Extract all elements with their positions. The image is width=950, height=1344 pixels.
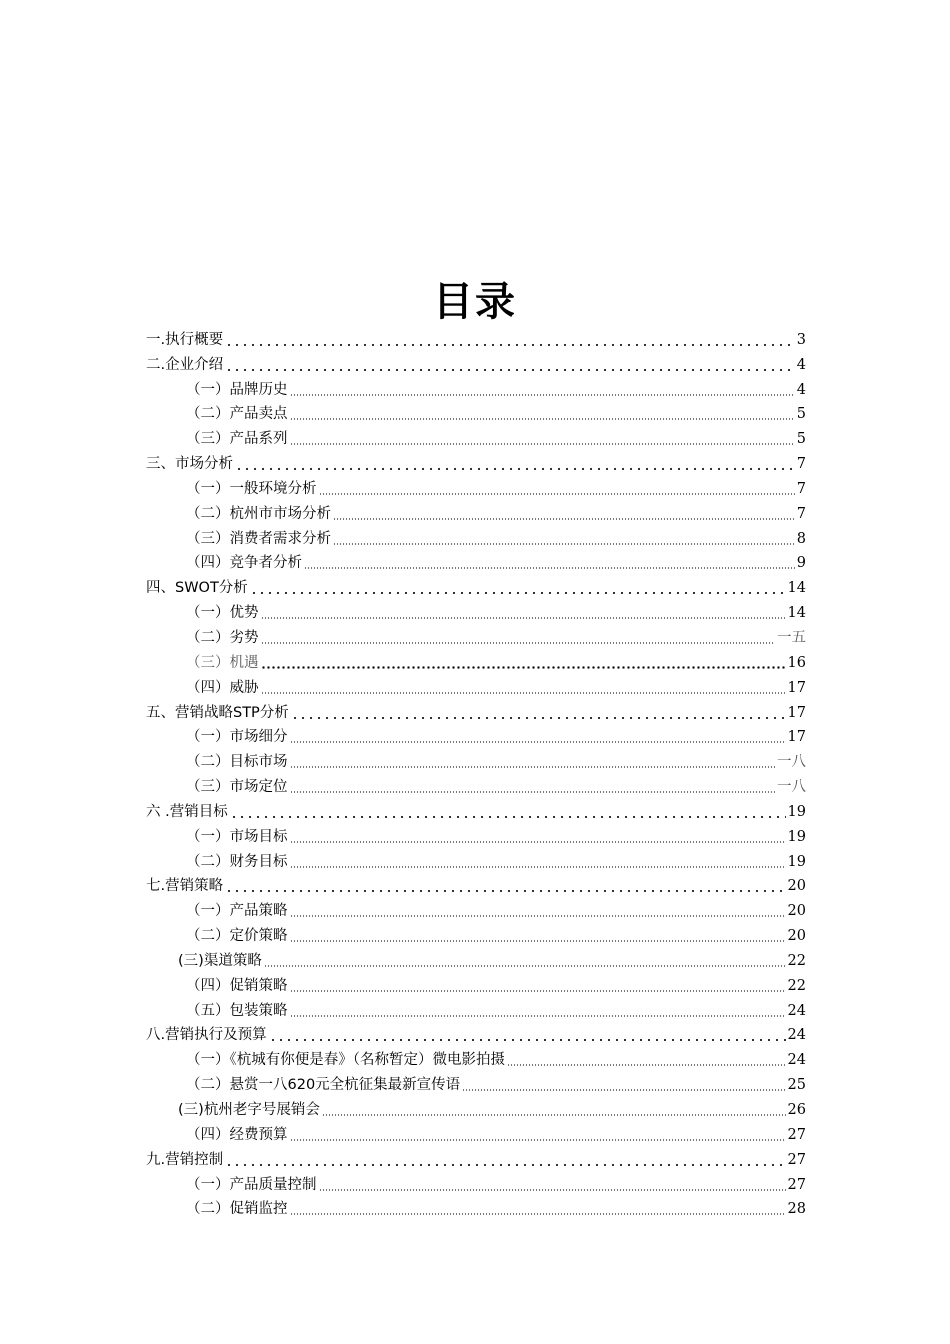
toc-entry-page-number: 20 (787, 878, 806, 895)
toc-entry-label: （四）促销策略 (186, 977, 288, 994)
toc-entry-label: 二.企业介绍 (146, 356, 224, 373)
toc-entry-page-number: 28 (787, 1201, 806, 1218)
toc-entry-page-number: 27 (787, 1176, 806, 1193)
dot-leader (333, 508, 795, 520)
dot-leader (290, 384, 795, 396)
toc-entry[interactable] (146, 549, 806, 574)
toc-entry-label: 四、SWOT分析 (146, 580, 248, 597)
toc-entry-label: （二）定价策略 (186, 928, 288, 945)
toc-entry-label: （五）包装策略 (186, 1002, 288, 1019)
toc-entry-page-number: 24 (787, 1052, 806, 1069)
toc-entry[interactable] (146, 499, 806, 524)
toc-entry[interactable] (146, 400, 806, 425)
toc-entry-label: （一）优势 (186, 605, 259, 622)
dot-leader (225, 359, 795, 371)
toc-entry[interactable] (146, 872, 806, 897)
page-title: 目录 (433, 279, 517, 325)
toc-entry-label: 八.营销执行及预算 (146, 1027, 267, 1044)
toc-entry[interactable] (146, 1145, 806, 1170)
toc-entry[interactable] (146, 996, 806, 1021)
toc-entry-label: （二）目标市场 (186, 754, 288, 771)
toc-entry-label: （三）机遇 (186, 654, 259, 671)
toc-entry-page-number: 一八 (777, 754, 806, 771)
toc-entry-page-number: 3 (796, 331, 806, 348)
dot-leader (290, 731, 786, 743)
toc-entry[interactable] (146, 524, 806, 549)
toc-entry[interactable] (146, 921, 806, 946)
toc-entry[interactable] (146, 772, 806, 797)
toc-entry-page-number: 17 (787, 729, 806, 746)
toc-entry-page-number: 16 (787, 654, 806, 671)
toc-entry[interactable] (146, 971, 806, 996)
toc-entry[interactable] (146, 673, 806, 698)
toc-entry[interactable] (146, 698, 806, 723)
toc-entry-label: （一）市场目标 (186, 828, 288, 845)
dot-leader (319, 483, 795, 495)
toc-entry[interactable] (146, 598, 806, 623)
toc-entry-page-number: 4 (796, 381, 806, 398)
toc-entry-page-number: 7 (796, 456, 806, 473)
toc-entry-page-number: 26 (787, 1102, 806, 1118)
toc-entry-page-number: 19 (787, 803, 806, 820)
toc-entry-page-number: 5 (796, 431, 806, 448)
toc-entry-page-number: 22 (787, 952, 806, 969)
dot-leader (264, 955, 786, 967)
toc-entry-label: （四）竞争者分析 (186, 555, 302, 572)
toc-entry-page-number: 20 (787, 928, 806, 945)
toc-entry-label: （二）财务目标 (186, 853, 288, 870)
dot-leader (319, 1179, 786, 1191)
toc-entry[interactable] (146, 1195, 806, 1220)
toc-entry-page-number: 14 (787, 605, 806, 622)
dot-leader (291, 707, 786, 719)
dot-leader (290, 781, 776, 793)
toc-entry-label: （二）产品卖点 (186, 406, 288, 423)
toc-entry-page-number: 9 (796, 555, 806, 572)
toc-entry-page-number: 27 (787, 1151, 806, 1168)
toc-entry-page-number: 22 (787, 977, 806, 994)
toc-entry-label: （一）产品策略 (186, 903, 288, 920)
toc-entry[interactable] (146, 474, 806, 499)
toc-entry[interactable] (146, 623, 806, 648)
toc-entry-label: （二）杭州市市场分析 (186, 505, 331, 522)
toc-entry[interactable] (146, 1095, 806, 1120)
dot-leader (250, 582, 786, 594)
toc-entry-page-number: 7 (796, 480, 806, 497)
dot-leader (322, 1104, 786, 1116)
toc-entry-page-number: 27 (787, 1126, 806, 1143)
toc-entry[interactable] (146, 896, 806, 921)
toc-entry[interactable] (146, 1170, 806, 1195)
toc-entry-label: （三）消费者需求分析 (186, 530, 331, 547)
dot-leader (290, 831, 786, 843)
toc-entry[interactable] (146, 375, 806, 400)
dot-leader (261, 607, 786, 619)
toc-entry[interactable] (146, 946, 806, 971)
toc-entry-label: （三）产品系列 (186, 431, 288, 448)
toc-entry[interactable] (146, 1021, 806, 1046)
toc-entry-page-number: 一八 (777, 779, 806, 796)
toc-entry[interactable] (146, 573, 806, 598)
toc-entry-label: 六 .营销目标 (146, 803, 228, 820)
toc-entry-label: （一）产品质量控制 (186, 1176, 317, 1193)
toc-entry[interactable] (146, 747, 806, 772)
dot-leader (225, 1154, 785, 1166)
toc-entry[interactable] (146, 424, 806, 449)
toc-entry[interactable] (146, 723, 806, 748)
toc-entry-page-number: 19 (787, 853, 806, 870)
toc-entry[interactable] (146, 822, 806, 847)
dot-leader (269, 1029, 786, 1041)
toc-entry-page-number: 17 (787, 704, 806, 721)
table-of-contents (146, 325, 806, 1219)
toc-entry-label: （一）一般环境分析 (186, 480, 317, 497)
toc-entry-page-number: 一五 (777, 629, 806, 646)
toc-entry-page-number: 19 (787, 828, 806, 845)
toc-entry-page-number: 17 (787, 679, 806, 696)
dot-leader (462, 1079, 785, 1091)
dot-leader (290, 1203, 786, 1215)
toc-entry[interactable] (146, 350, 806, 375)
toc-entry-label: 七.营销策略 (146, 878, 224, 895)
toc-entry-label: （一）《杭城有你便是春》（名称暂定）微电影拍摄 (186, 1052, 505, 1069)
toc-entry-label: （一）品牌历史 (186, 381, 288, 398)
dot-leader (230, 806, 786, 818)
dot-leader (304, 557, 795, 569)
toc-entry-label: （二）促销监控 (186, 1201, 288, 1218)
toc-entry-label: （一）市场细分 (186, 729, 288, 746)
toc-entry-label: （二）劣势 (186, 629, 259, 646)
dot-leader (225, 880, 785, 892)
toc-entry-page-number: 14 (787, 580, 806, 597)
dot-leader (290, 1005, 786, 1017)
dot-leader (225, 334, 795, 346)
dot-leader (290, 1129, 786, 1141)
toc-entry-page-number: 7 (796, 505, 806, 522)
toc-entry-label: (三)渠道策略 (178, 952, 262, 969)
toc-entry[interactable] (146, 325, 806, 350)
toc-entry-label: （四）威胁 (186, 679, 259, 696)
toc-entry[interactable] (146, 797, 806, 822)
toc-entry-page-number: 8 (796, 530, 806, 547)
toc-entry[interactable] (146, 449, 806, 474)
dot-leader (290, 980, 786, 992)
toc-entry-page-number: 24 (787, 1027, 806, 1044)
dot-leader (333, 533, 795, 545)
toc-entry[interactable] (146, 1045, 806, 1070)
dot-leader (507, 1054, 786, 1066)
dot-leader (290, 930, 786, 942)
dot-leader (290, 905, 786, 917)
dot-leader (290, 856, 786, 868)
toc-entry-page-number: 5 (796, 406, 806, 423)
toc-entry-label: 九.营销控制 (146, 1151, 224, 1168)
toc-entry-page-number: 4 (796, 356, 806, 373)
dot-leader (290, 408, 795, 420)
toc-entry-page-number: 25 (787, 1077, 806, 1094)
dot-leader (261, 657, 786, 669)
toc-entry[interactable] (146, 1070, 806, 1095)
toc-entry-page-number: 24 (787, 1002, 806, 1019)
dot-leader (290, 756, 776, 768)
toc-entry-label: （二）悬赏一八620元全杭征集最新宣传语 (186, 1077, 461, 1094)
toc-entry[interactable] (146, 1120, 806, 1145)
toc-entry[interactable] (146, 847, 806, 872)
toc-entry-label: (三)杭州老字号展销会 (178, 1102, 320, 1118)
toc-entry-label: （四）经费预算 (186, 1126, 288, 1143)
toc-entry-label: 五、营销战略STP分析 (146, 704, 289, 721)
dot-leader (235, 458, 795, 470)
dot-leader (290, 433, 795, 445)
toc-entry-page-number: 20 (787, 903, 806, 920)
toc-entry-label: 三、市场分析 (146, 456, 233, 473)
dot-leader (261, 632, 776, 644)
dot-leader (261, 682, 786, 694)
toc-entry-label: 一.执行概要 (146, 331, 224, 348)
toc-entry-label: （三）市场定位 (186, 779, 288, 796)
toc-entry[interactable] (146, 648, 806, 673)
